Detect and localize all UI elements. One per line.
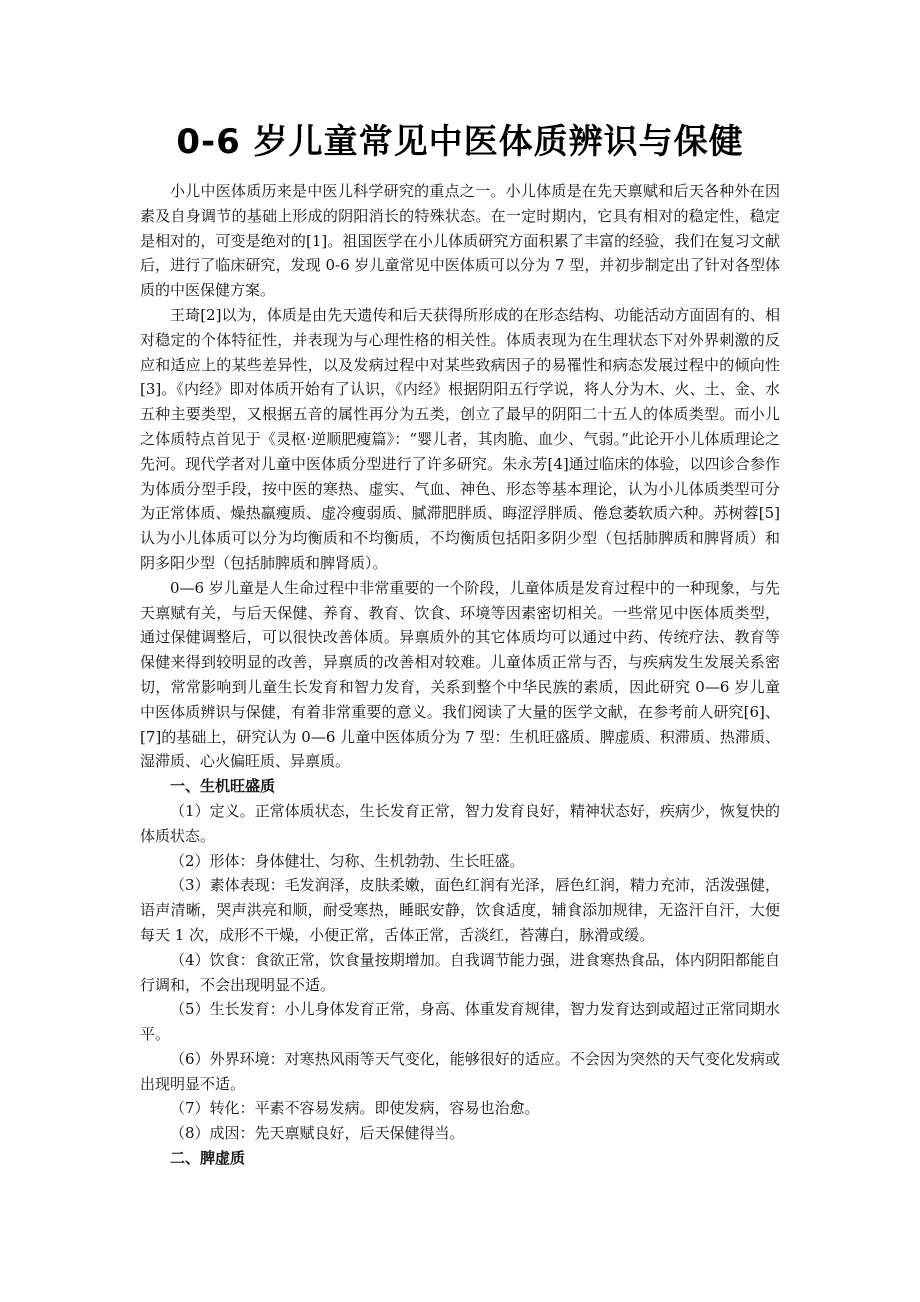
list-item: （5）生长发育：小儿身体发育正常，身高、体重发育规律，智力发育达到或超过正常同期水平。 <box>140 1000 780 1044</box>
list-item: （4）饮食：食欲正常，饮食量按期增加。自我调节能力强，进食寒热食品，体内阴阳都能自行调和，不会出现明显不适。 <box>140 950 780 994</box>
section-heading-spleen-deficiency: 二、脾虚质 <box>170 1149 246 1168</box>
list-item: （8）成因：先天禀赋良好，后天保健得当。 <box>170 1124 465 1143</box>
list-item: （3）素体表现：毛发润泽，皮肤柔嫩，面色红润有光泽，唇色红润，精力充沛，活泼强健，语声清晰，哭声洪亮和顺，耐受寒热，睡眠安静，饮食适度，辅食添加规律，无盗汗自汗，大便每天 1 次，成形不干燥，小便正常，舌体正常，舌淡红，苔薄白，脉滑或缓。 <box>140 876 780 944</box>
list-item: （1）定义。正常体质状态，生长发育正常，智力发育良好，精神状态好，疾病少，恢复快的体质状态。 <box>140 801 780 845</box>
list-item: （2）形体：身体健壮、匀称、生机勃勃、生长旺盛。 <box>170 851 525 870</box>
document-title: 0-6 岁儿童常见中医体质辨识与保健 <box>176 122 744 162</box>
section-heading-vigorous: 一、生机旺盛质 <box>170 777 276 796</box>
list-item: （6）外界环境：对寒热风雨等天气变化，能够很好的适应。不会因为突然的天气变化发病或出现明显不适。 <box>140 1049 780 1093</box>
literature-paragraph: 王琦[2]以为，体质是由先天遗传和后天获得所形成的在形态结构、功能活动方面固有的、相对稳定的个体特征性，并表现为与心理性格的相关性。体质表现为在生理状态下对外界刺激的反应和适应上的某些差异性，以及发病过程中对某些致病因子的易罹性和病态发展过程中的倾向性[3]。《内经》即对体质开始有了认识，《内经》根据阴阳五行学说，将人分为木、火、土、金、水五种主要类型，又根据五音的属性再分为五类，创立了最早的阴阳二十五人的体质类型。而小儿之体质特点首见于《灵枢·逆顺肥瘦篇》：“婴儿者，其肉脆、血少、气弱。”此论开小儿体质理论之先河。现代学者对儿童中医体质分型进行了许多研究。朱永芳[4]通过临床的体验，以四诊合参作为体质分型手段，按中医的寒热、虚实、气血、神色、形态等基本理论，认为小儿体质类型可分为正常体质、燥热羸瘦质、虚冷瘦弱质、腻滞肥胖质、晦涩浮胖质、倦怠萎软质六种。苏树蓉[5]认为小儿体质可以分为均衡质和不均衡质，不均衡质包括阳多阴少型（包括肺脾质和脾肾质）和阴多阳少型（包括肺脾质和脾肾质）。 <box>140 305 780 572</box>
significance-paragraph: 0—6 岁儿童是人生命过程中非常重要的一个阶段，儿童体质是发育过程中的一种现象，与先天禀赋有关，与后天保健、养育、教育、饮食、环境等因素密切相关。一些常见中医体质类型，通过保健调整后，可以很快改善体质。异禀质外的其它体质均可以通过中药、传统疗法、教育等保健来得到较明显的改善，异禀质的改善相对较难。儿童体质正常与否，与疾病发生发展关系密切，常常影响到儿童生长发育和智力发育，关系到整个中华民族的素质，因此研究 0—6 岁儿童中医体质辨识与保健，有着非常重要的意义。我们阅读了大量的医学文献，在参考前人研究[6]、[7]的基础上，研究认为 0—6 儿童中医体质分为 7 型：生机旺盛质、脾虚质、积滞质、热滞质、湿滞质、心火偏旺质、异禀质。 <box>140 578 780 771</box>
list-item: （7）转化：平素不容易发病。即使发病，容易也治愈。 <box>170 1099 540 1118</box>
intro-paragraph: 小儿中医体质历来是中医儿科学研究的重点之一。小儿体质是在先天禀赋和后天各种外在因素及自身调节的基础上形成的阴阳消长的特殊状态。在一定时期内，它具有相对的稳定性，稳定是相对的，可变是绝对的[1]。祖国医学在小儿体质研究方面积累了丰富的经验，我们在复习文献后，进行了临床研究，发现 0-6 岁儿童常见中医体质可以分为 7 型，并初步制定出了针对各型体质的中医保健方案。 <box>140 182 780 300</box>
document-body <box>140 179 780 1171</box>
